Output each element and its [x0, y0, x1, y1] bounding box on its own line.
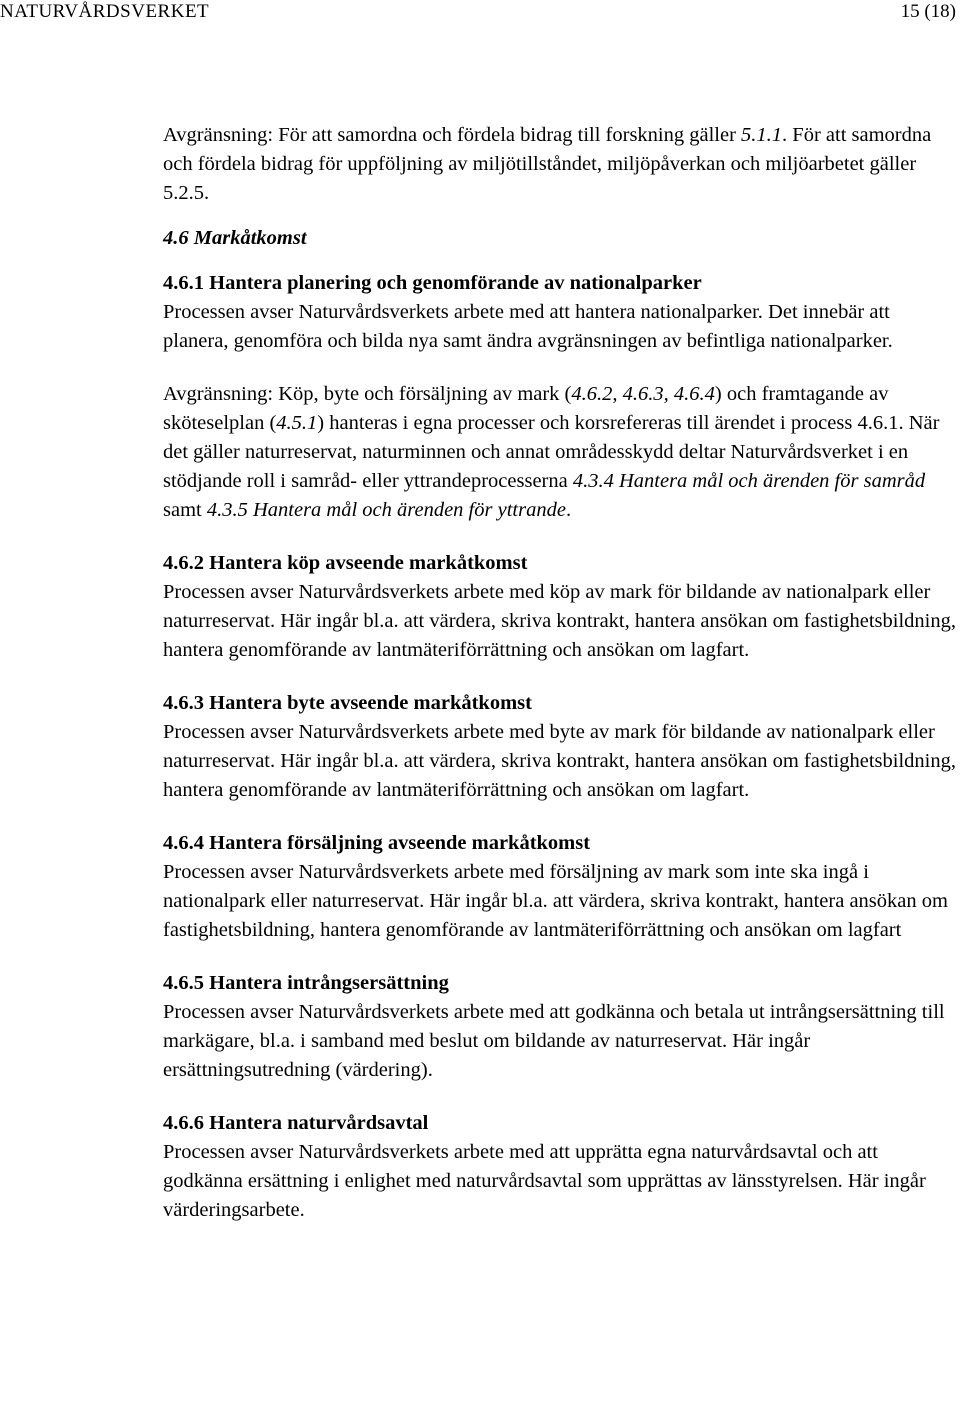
- heading-4-6-6: 4.6.6 Hantera naturvårdsavtal: [163, 1112, 429, 1134]
- delim-text-3: ) hanteras i egna processer och korsrefereras till ärendet i process 4.6.1. När det gäller naturreservat, naturminnen och annat områdesskydd deltar Naturvårdsverket i en stödjande roll i samråd- eller yttrandeprocesserna: [163, 412, 940, 492]
- body-4-6-2: Processen avser Naturvårdsverkets arbete med köp av mark för bildande av nationalpark eller naturreservat. Här ingår bl.a. att värdera, skriva kontrakt, hantera ansökan om fastighetsbildning, hantera genomförande av lantmäteriförrättning och ansökan om lagfart.: [163, 581, 956, 661]
- delim-ref-2: 4.5.1: [276, 412, 318, 434]
- intro-paragraph: [163, 121, 958, 208]
- section-heading: 4.6 Markåtkomst: [163, 227, 307, 249]
- intro-reference: 5.1.1: [741, 124, 783, 146]
- delim-ref-3: 4.3.4 Hantera mål och ärenden för samråd: [572, 470, 926, 492]
- delim-text-1: Avgränsning: Köp, byte och försäljning av mark (: [163, 383, 572, 405]
- page-header: [0, 0, 960, 30]
- body-4-6-3: Processen avser Naturvårdsverkets arbete med byte av mark för bildande av nationalpark eller naturreservat. Här ingår bl.a. att värdera, skriva kontrakt, hantera ansökan om fastighetsbildning, hantera genomförande av lantmäteriförrättning och ansökan om lagfart.: [163, 721, 956, 801]
- intro-text-1: Avgränsning: För att samordna och fördela bidrag till forskning gäller: [163, 124, 742, 146]
- heading-4-6-3: 4.6.3 Hantera byte avseende markåtkomst: [163, 692, 532, 714]
- delimitation-paragraph: [163, 380, 958, 525]
- delim-text-4: samt: [163, 499, 207, 521]
- body-4-6-1: Processen avser Naturvårdsverkets arbete med att hantera nationalparker. Det innebär att planera, genomföra och bilda nya samt ändra avgränsningen av befintliga nationalparker.: [163, 301, 893, 352]
- delim-ref-1: 4.6.2, 4.6.3, 4.6.4: [571, 383, 715, 405]
- organization-name: NATURVÅRDSVERKET: [0, 1, 210, 22]
- delim-text-2: ) och framtagande av sköteselplan (: [163, 383, 889, 434]
- document-body: [163, 121, 958, 1225]
- heading-4-6-5: 4.6.5 Hantera intrångsersättning: [163, 972, 449, 994]
- heading-4-6-2: 4.6.2 Hantera köp avseende markåtkomst: [163, 552, 528, 574]
- body-4-6-6: Processen avser Naturvårdsverkets arbete med att upprätta egna naturvårdsavtal och att godkänna ersättning i enlighet med naturvårdsavtal som upprättas av länsstyrelsen. Här ingår värderingsarbete.: [163, 1141, 926, 1221]
- intro-text-2: . För att samordna och fördela bidrag för uppföljning av miljötillståndet, miljöpåverkan och miljöarbetet gäller 5.2.5.: [163, 124, 932, 204]
- body-4-6-5: Processen avser Naturvårdsverkets arbete med att godkänna och betala ut intrångsersättning till markägare, bl.a. i samband med beslut om bildande av naturreservat. Här ingår ersättningsutredning (värdering).: [163, 1001, 945, 1081]
- delim-text-5: .: [565, 499, 572, 521]
- delim-ref-4: 4.3.5 Hantera mål och ärenden för yttrande: [206, 499, 566, 521]
- heading-4-6-4: 4.6.4 Hantera försäljning avseende markåtkomst: [163, 832, 591, 854]
- heading-4-6-1: 4.6.1 Hantera planering och genomförande av nationalparker: [163, 272, 702, 294]
- page-number: 15 (18): [900, 1, 956, 22]
- body-4-6-4: Processen avser Naturvårdsverkets arbete med försäljning av mark som inte ska ingå i nationalpark eller naturreservat. Här ingår bl.a. att värdera, skriva kontrakt, hantera ansökan om fastighetsbildning, hantera genomförande av lantmäteriförrättning och ansökan om lagfart: [163, 861, 948, 941]
